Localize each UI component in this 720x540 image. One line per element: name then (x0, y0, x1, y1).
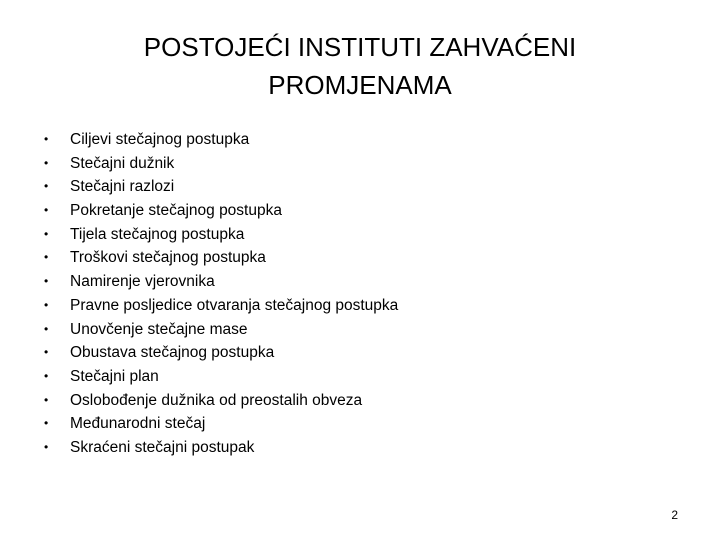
bullet-icon: • (44, 226, 49, 241)
list-item (40, 246, 398, 270)
list-item-text: Troškovi stečajnog postupka (70, 249, 266, 267)
list-item (40, 223, 398, 247)
list-item-text: Stečajni razlozi (70, 178, 175, 196)
list-item-text: Namirenje vjerovnika (70, 273, 215, 291)
list-item (40, 270, 398, 294)
slide-title-line-1: POSTOJEĆI INSTITUTI ZAHVAĆENI (143, 32, 577, 62)
slide-title-line-2: PROMJENAMA (268, 70, 452, 100)
bullet-icon: • (44, 439, 49, 454)
slide-title (60, 28, 660, 104)
list-item-text: Stečajni plan (70, 367, 159, 385)
bullet-icon: • (44, 179, 49, 194)
bullet-icon: • (44, 368, 49, 383)
list-item (40, 128, 398, 152)
list-item (40, 199, 398, 223)
list-item (40, 175, 398, 199)
bullet-icon: • (44, 155, 49, 170)
bullet-icon: • (44, 392, 49, 407)
list-item-text: Obustava stečajnog postupka (70, 344, 275, 362)
list-item-text: Unovčenje stečajne mase (70, 320, 248, 338)
list-item (40, 389, 398, 413)
list-item (40, 436, 398, 460)
bullet-icon: • (44, 321, 49, 336)
bullet-icon: • (44, 250, 49, 265)
list-item (40, 365, 398, 389)
list-item-text: Stečajni dužnik (70, 154, 175, 172)
list-item (40, 341, 398, 365)
bullet-icon: • (44, 416, 49, 431)
list-item (40, 318, 398, 342)
bullet-icon: • (44, 297, 49, 312)
list-item-text: Skraćeni stečajni postupak (70, 438, 255, 456)
bullet-icon: • (44, 203, 49, 218)
list-item (40, 152, 398, 176)
list-item-text: Tijela stečajnog postupka (70, 225, 245, 243)
bullet-icon: • (44, 345, 49, 360)
list-item (40, 294, 398, 318)
list-item-text: Pravne posljedice otvaranja stečajnog postupka (70, 296, 399, 314)
bullet-list (40, 128, 398, 460)
page-number: 2 (671, 508, 678, 522)
bullet-icon: • (44, 132, 49, 146)
list-item (40, 412, 398, 436)
list-item-text: Pokretanje stečajnog postupka (70, 202, 282, 220)
list-item-text: Ciljevi stečajnog postupka (70, 131, 250, 148)
bullet-icon: • (44, 274, 49, 289)
list-item-text: Međunarodni stečaj (70, 415, 206, 433)
list-item-text: Oslobođenje dužnika od preostalih obveza (70, 391, 363, 409)
